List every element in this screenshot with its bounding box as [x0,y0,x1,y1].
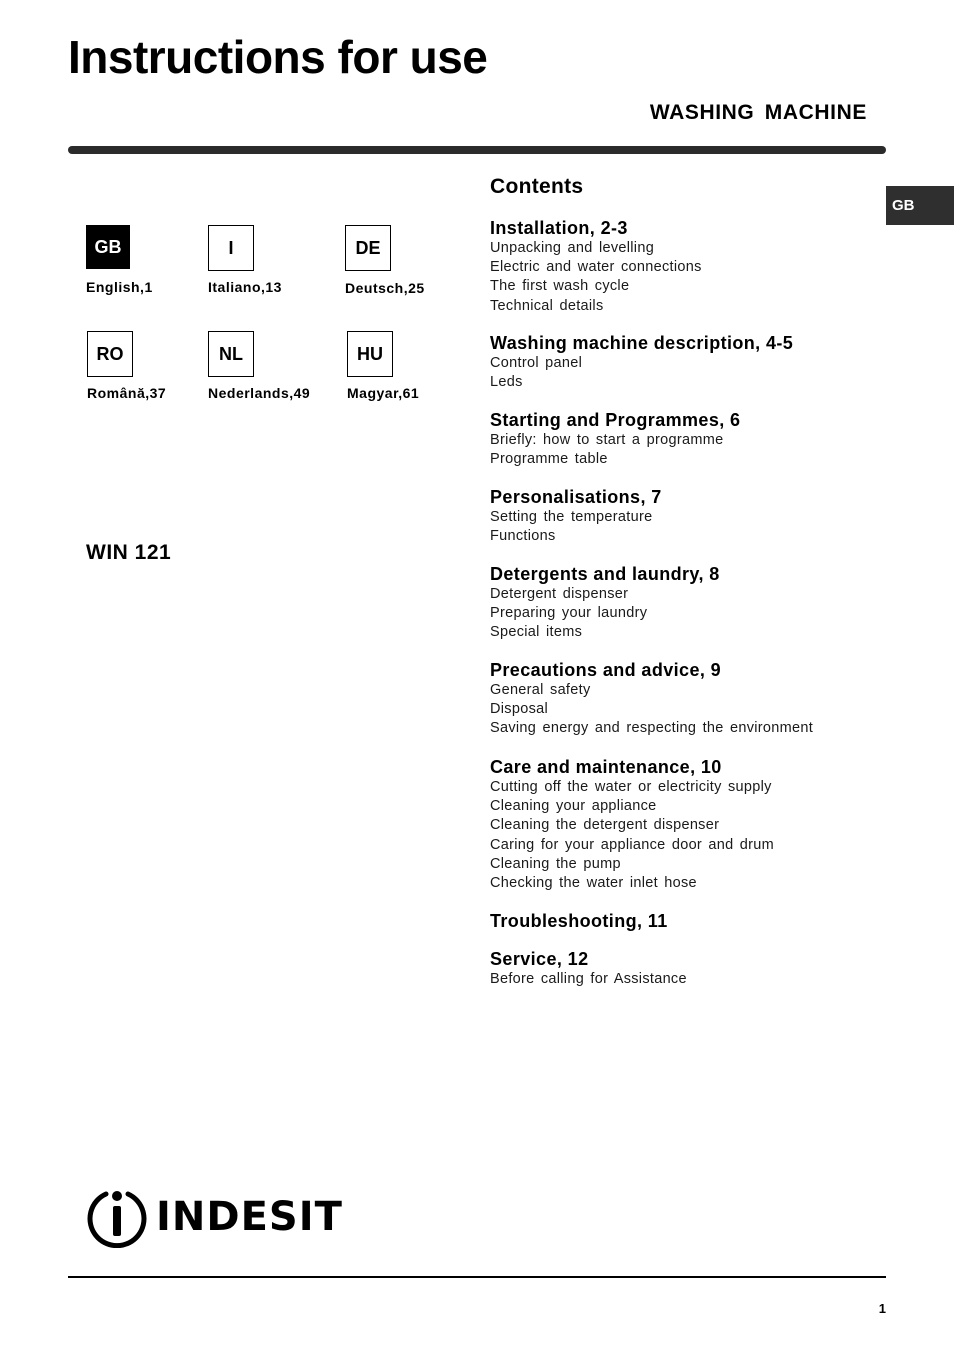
toc-section-title[interactable]: Service, 12 [490,949,589,969]
language-option-it[interactable] [208,225,358,295]
header-divider [68,146,886,154]
toc-section-care [490,756,890,893]
toc-item[interactable]: Preparing your laundry [490,605,648,622]
model-number: WIN 121 [86,541,172,564]
toc-item[interactable]: Cutting off the water or electricity supply [490,779,772,795]
toc-section-personalisations [490,486,890,546]
toc-section-title[interactable]: Troubleshooting, 11 [490,911,668,931]
toc-section-title[interactable]: Personalisations, 7 [490,487,662,507]
toc-item[interactable]: Cleaning the pump [490,855,621,872]
toc-item[interactable]: Cleaning the detergent dispenser [490,817,720,834]
toc-item[interactable]: Functions [490,528,556,545]
toc-item[interactable]: General safety [490,682,591,698]
toc-item[interactable]: Leds [490,374,523,391]
toc-item[interactable]: Control panel [490,355,583,371]
language-label: Magyar,61 [347,385,420,401]
toc-section-title[interactable]: Washing machine description, 4-5 [490,333,794,353]
toc-section-title[interactable]: Starting and Programmes, 6 [490,410,741,430]
toc-section-installation [490,217,890,316]
language-option-nl[interactable] [208,331,358,401]
toc-item[interactable]: Setting the temperature [490,509,653,525]
footer-divider [68,1276,886,1278]
toc-item[interactable]: Caring for your appliance door and drum [490,836,775,853]
toc-item[interactable]: Unpacking and levelling [490,240,655,256]
toc-item[interactable]: Saving energy and respecting the environment [490,720,814,737]
toc-section-programmes [490,409,890,469]
toc-section-title[interactable]: Precautions and advice, 9 [490,660,722,680]
language-code-box: DE [345,225,391,271]
page-number: 1 [878,1301,886,1316]
toc-item[interactable]: Electric and water connections [490,259,702,276]
toc-section-precautions [490,659,890,739]
indesit-logo-icon [86,1186,148,1248]
toc-section-description [490,332,890,392]
toc-item[interactable]: The first wash cycle [490,278,630,295]
toc-item[interactable]: Checking the water inlet hose [490,875,697,892]
toc-item[interactable]: Programme table [490,451,608,468]
language-option-de[interactable] [345,225,495,296]
language-label: Română,37 [87,385,167,401]
language-code-box: GB [86,225,130,269]
language-code-box: HU [347,331,393,377]
toc-section-title[interactable]: Care and maintenance, 10 [490,757,722,777]
toc-section-service [490,948,890,989]
toc-item[interactable]: Disposal [490,701,549,718]
language-label: Italiano,13 [208,279,282,295]
language-side-tab: GB [886,186,954,225]
toc-item[interactable]: Technical details [490,297,604,314]
language-code-box: I [208,225,254,271]
toc-item[interactable]: Detergent dispenser [490,586,629,602]
toc-section-title[interactable]: Installation, 2-3 [490,218,628,238]
product-type: WASHING MACHINE [649,101,867,124]
brand-logo [86,1186,343,1248]
language-code-box: NL [208,331,254,377]
language-label: Nederlands,49 [208,385,311,401]
toc-item[interactable]: Cleaning your appliance [490,798,657,815]
toc-section-detergents [490,563,890,643]
contents-heading: Contents [490,175,584,198]
toc-section-troubleshooting [490,910,890,932]
language-option-hu[interactable] [347,331,497,401]
toc-section-title[interactable]: Detergents and laundry, 8 [490,564,720,584]
brand-wordmark: INDESIT [156,1194,343,1240]
language-code-box: RO [87,331,133,377]
language-label: English,1 [86,279,153,295]
page-title: Instructions for use [68,31,488,83]
toc-item[interactable]: Special items [490,624,583,641]
toc-item[interactable]: Briefly: how to start a programme [490,432,724,448]
language-label: Deutsch,25 [345,280,425,296]
toc-item[interactable]: Before calling for Assistance [490,971,687,987]
